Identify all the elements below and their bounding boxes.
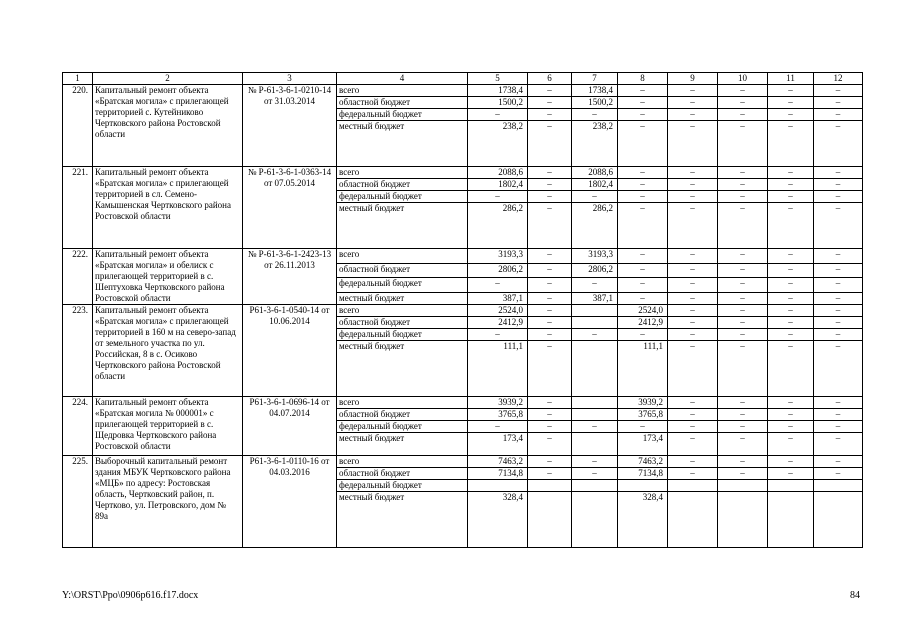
value-cell-9: – (668, 433, 718, 456)
funding-source-label: областной бюджет (337, 263, 468, 278)
record-number: 221. (63, 167, 93, 249)
value-cell-5: 3939,2 (468, 397, 528, 409)
value-cell-10: – (718, 409, 768, 421)
value-cell-6 (528, 480, 572, 492)
value-cell-10 (718, 492, 768, 548)
value-cell-11: – (768, 397, 814, 409)
value-cell-6: – (528, 109, 572, 121)
value-cell-7 (572, 492, 618, 548)
value-cell-8: 2524,0 (618, 305, 668, 317)
table-row (63, 397, 863, 409)
value-cell-8: – (618, 97, 668, 109)
value-cell-8: – (618, 293, 668, 305)
value-cell-5: – (468, 278, 528, 293)
value-cell-9: – (668, 421, 718, 433)
value-cell-6: – (528, 293, 572, 305)
value-cell-5: 328,4 (468, 492, 528, 548)
value-cell-12: – (814, 203, 863, 249)
value-cell-11 (768, 492, 814, 548)
value-cell-9: – (668, 179, 718, 191)
value-cell-11: – (768, 329, 814, 341)
value-cell-9: – (668, 97, 718, 109)
value-cell-7: 1738,4 (572, 85, 618, 97)
value-cell-9: – (668, 305, 718, 317)
value-cell-9 (668, 492, 718, 548)
value-cell-8: 7134,8 (618, 468, 668, 480)
value-cell-7: – (572, 191, 618, 203)
value-cell-11: – (768, 278, 814, 293)
value-cell-6: – (528, 191, 572, 203)
value-cell-9: – (668, 109, 718, 121)
value-cell-7 (572, 317, 618, 329)
value-cell-7: – (572, 456, 618, 468)
value-cell-8: 328,4 (618, 492, 668, 548)
value-cell-12: – (814, 191, 863, 203)
value-cell-10: – (718, 421, 768, 433)
value-cell-10: – (718, 317, 768, 329)
value-cell-5: 238,2 (468, 121, 528, 167)
value-cell-7: – (572, 329, 618, 341)
value-cell-5: 1738,4 (468, 85, 528, 97)
value-cell-8: 173,4 (618, 433, 668, 456)
value-cell-10: – (718, 341, 768, 397)
value-cell-5: 2412,9 (468, 317, 528, 329)
value-cell-12: – (814, 305, 863, 317)
value-cell-7: – (572, 278, 618, 293)
value-cell-7: – (572, 109, 618, 121)
value-cell-9: – (668, 249, 718, 264)
expertise-number: № Р-61-3-6-1-2423-13 от 26.11.2013 (243, 249, 337, 305)
value-cell-7: 286,2 (572, 203, 618, 249)
value-cell-6: – (528, 456, 572, 468)
column-header: 8 (618, 73, 668, 85)
expertise-number: № Р-61-3-6-1-0210-14 от 31.03.2014 (243, 85, 337, 167)
value-cell-7: – (572, 421, 618, 433)
value-cell-11: – (768, 167, 814, 179)
value-cell-10: – (718, 433, 768, 456)
value-cell-12: – (814, 397, 863, 409)
value-cell-8: – (618, 85, 668, 97)
value-cell-8 (618, 480, 668, 492)
value-cell-8: 3765,8 (618, 409, 668, 421)
value-cell-8: – (618, 191, 668, 203)
value-cell-11: – (768, 341, 814, 397)
value-cell-11: – (768, 409, 814, 421)
value-cell-10: – (718, 97, 768, 109)
table-row (63, 305, 863, 317)
column-header: 12 (814, 73, 863, 85)
value-cell-5: 111,1 (468, 341, 528, 397)
value-cell-11: – (768, 249, 814, 264)
value-cell-5: 2806,2 (468, 263, 528, 278)
value-cell-5: 387,1 (468, 293, 528, 305)
value-cell-6: – (528, 305, 572, 317)
value-cell-8: – (618, 278, 668, 293)
value-cell-11: – (768, 317, 814, 329)
value-cell-12: – (814, 341, 863, 397)
value-cell-8: 7463,2 (618, 456, 668, 468)
value-cell-6: – (528, 397, 572, 409)
value-cell-12: – (814, 109, 863, 121)
value-cell-5: 1500,2 (468, 97, 528, 109)
value-cell-5: – (468, 109, 528, 121)
value-cell-11 (768, 480, 814, 492)
object-name: Капитальный ремонт объекта «Братская могила» с прилегающей территорией в сл. Семено-Камышенская Чертковского района Ростовской области (93, 167, 243, 249)
value-cell-5: 286,2 (468, 203, 528, 249)
value-cell-5: – (468, 421, 528, 433)
value-cell-9: – (668, 121, 718, 167)
value-cell-10: – (718, 85, 768, 97)
value-cell-8: – (618, 203, 668, 249)
value-cell-11: – (768, 456, 814, 468)
value-cell-6: – (528, 409, 572, 421)
expertise-number: Р61-3-6-1-0696-14 от 04.07.2014 (243, 397, 337, 456)
value-cell-12: – (814, 317, 863, 329)
column-header: 6 (528, 73, 572, 85)
record-number: 222. (63, 249, 93, 305)
value-cell-6: – (528, 85, 572, 97)
funding-source-label: местный бюджет (337, 433, 468, 456)
funding-source-label: всего (337, 249, 468, 264)
value-cell-12: – (814, 468, 863, 480)
column-header: 4 (337, 73, 468, 85)
value-cell-12 (814, 492, 863, 548)
column-header: 3 (243, 73, 337, 85)
value-cell-5: 1802,4 (468, 179, 528, 191)
value-cell-10: – (718, 121, 768, 167)
expertise-number: Р61-3-6-1-0540-14 от 10.06.2014 (243, 305, 337, 397)
funding-source-label: всего (337, 456, 468, 468)
value-cell-9: – (668, 263, 718, 278)
column-header: 10 (718, 73, 768, 85)
funding-source-label: всего (337, 85, 468, 97)
value-cell-11: – (768, 468, 814, 480)
value-cell-10: – (718, 167, 768, 179)
value-cell-11: – (768, 109, 814, 121)
value-cell-12: – (814, 329, 863, 341)
value-cell-12: – (814, 456, 863, 468)
value-cell-9: – (668, 329, 718, 341)
funding-source-label: областной бюджет (337, 97, 468, 109)
value-cell-10 (718, 480, 768, 492)
value-cell-9: – (668, 456, 718, 468)
funding-source-label: местный бюджет (337, 203, 468, 249)
value-cell-9: – (668, 468, 718, 480)
table-row (63, 167, 863, 179)
value-cell-11: – (768, 85, 814, 97)
value-cell-9: – (668, 397, 718, 409)
value-cell-11: – (768, 263, 814, 278)
funding-source-label: всего (337, 397, 468, 409)
value-cell-5: 3193,3 (468, 249, 528, 264)
value-cell-10: – (718, 329, 768, 341)
table-row (63, 249, 863, 264)
funding-source-label: местный бюджет (337, 341, 468, 397)
value-cell-11: – (768, 305, 814, 317)
value-cell-7: 3193,3 (572, 249, 618, 264)
table-row (63, 85, 863, 97)
value-cell-10: – (718, 468, 768, 480)
value-cell-10: – (718, 293, 768, 305)
value-cell-6: – (528, 179, 572, 191)
value-cell-10: – (718, 397, 768, 409)
value-cell-9: – (668, 278, 718, 293)
value-cell-5: – (468, 191, 528, 203)
value-cell-8: 2412,9 (618, 317, 668, 329)
column-header: 2 (93, 73, 243, 85)
value-cell-10: – (718, 191, 768, 203)
value-cell-8: 3939,2 (618, 397, 668, 409)
value-cell-6: – (528, 341, 572, 397)
value-cell-6: – (528, 468, 572, 480)
value-cell-7: 2088,6 (572, 167, 618, 179)
value-cell-10: – (718, 278, 768, 293)
value-cell-7: 1802,4 (572, 179, 618, 191)
value-cell-5: 173,4 (468, 433, 528, 456)
column-header: 9 (668, 73, 718, 85)
value-cell-9: – (668, 167, 718, 179)
value-cell-8: – (618, 249, 668, 264)
value-cell-6: – (528, 203, 572, 249)
value-cell-8: – (618, 179, 668, 191)
value-cell-12: – (814, 167, 863, 179)
value-cell-5: – (468, 329, 528, 341)
budget-table (62, 72, 863, 548)
value-cell-10: – (718, 456, 768, 468)
value-cell-8: 111,1 (618, 341, 668, 397)
expertise-number: № Р-61-3-6-1-0363-14 от 07.05.2014 (243, 167, 337, 249)
value-cell-7: 1500,2 (572, 97, 618, 109)
value-cell-12: – (814, 263, 863, 278)
funding-source-label: областной бюджет (337, 317, 468, 329)
funding-source-label: федеральный бюджет (337, 480, 468, 492)
funding-source-label: местный бюджет (337, 492, 468, 548)
value-cell-5 (468, 480, 528, 492)
value-cell-9: – (668, 191, 718, 203)
object-name: Выборочный капитальный ремонт здания МБУК Чертковского района «МЦБ» по адресу: Ростовская область, Чертковский район, п. Чертково, ул. Петровского, дом № 89а (93, 456, 243, 548)
value-cell-5: 7463,2 (468, 456, 528, 468)
value-cell-11: – (768, 293, 814, 305)
footer-file-path: Y:\ORST\Ppo\0906p616.f17.docx (62, 590, 199, 601)
value-cell-6: – (528, 97, 572, 109)
value-cell-12: – (814, 85, 863, 97)
value-cell-10: – (718, 203, 768, 249)
funding-source-label: федеральный бюджет (337, 421, 468, 433)
value-cell-11: – (768, 191, 814, 203)
value-cell-8: – (618, 121, 668, 167)
page-number: 84 (850, 590, 860, 601)
funding-source-label: местный бюджет (337, 121, 468, 167)
object-name: Капитальный ремонт объекта «Братская могила» и обелиск с прилегающей территорией в с. Шептуховка Чертковского района Ростовской области (93, 249, 243, 305)
column-header: 11 (768, 73, 814, 85)
value-cell-8: – (618, 329, 668, 341)
value-cell-8: – (618, 109, 668, 121)
value-cell-11: – (768, 179, 814, 191)
funding-source-label: областной бюджет (337, 468, 468, 480)
object-name: Капитальный ремонт объекта «Братская могила № 000001» с прилегающей территорией в с. Щедровка Чертковского района Ростовской области (93, 397, 243, 456)
value-cell-8: – (618, 263, 668, 278)
value-cell-7 (572, 409, 618, 421)
value-cell-6: – (528, 317, 572, 329)
value-cell-7: – (572, 468, 618, 480)
value-cell-9 (668, 480, 718, 492)
value-cell-7: 2806,2 (572, 263, 618, 278)
value-cell-10: – (718, 305, 768, 317)
value-cell-6: – (528, 167, 572, 179)
value-cell-6: – (528, 329, 572, 341)
value-cell-12 (814, 480, 863, 492)
table-header-row (63, 73, 863, 85)
value-cell-5: 2524,0 (468, 305, 528, 317)
value-cell-12: – (814, 433, 863, 456)
value-cell-6 (528, 492, 572, 548)
value-cell-10: – (718, 249, 768, 264)
value-cell-6: – (528, 433, 572, 456)
value-cell-5: 3765,8 (468, 409, 528, 421)
value-cell-6: – (528, 249, 572, 264)
funding-source-label: всего (337, 305, 468, 317)
value-cell-5: 7134,8 (468, 468, 528, 480)
value-cell-7 (572, 341, 618, 397)
object-name: Капитальный ремонт объекта «Братская могила» с прилегающей территорией в 160 м на северо-запад от земельного участка по ул. Российская, 8 в с. Осиково Чертковского района Ростовской области (93, 305, 243, 397)
value-cell-9: – (668, 293, 718, 305)
value-cell-9: – (668, 317, 718, 329)
value-cell-6: – (528, 263, 572, 278)
funding-source-label: федеральный бюджет (337, 329, 468, 341)
funding-source-label: федеральный бюджет (337, 191, 468, 203)
value-cell-11: – (768, 121, 814, 167)
value-cell-5: 2088,6 (468, 167, 528, 179)
value-cell-12: – (814, 293, 863, 305)
record-number: 225. (63, 456, 93, 548)
value-cell-9: – (668, 409, 718, 421)
value-cell-7: 387,1 (572, 293, 618, 305)
value-cell-10: – (718, 179, 768, 191)
object-name: Капитальный ремонт объекта «Братская могила» с прилегающей территорией с. Кутейниково Чертковского района Ростовской области (93, 85, 243, 167)
value-cell-9: – (668, 85, 718, 97)
value-cell-7 (572, 480, 618, 492)
column-header: 5 (468, 73, 528, 85)
value-cell-9: – (668, 341, 718, 397)
value-cell-7 (572, 433, 618, 456)
value-cell-12: – (814, 409, 863, 421)
value-cell-7 (572, 397, 618, 409)
record-number: 220. (63, 85, 93, 167)
record-number: 223. (63, 305, 93, 397)
funding-source-label: областной бюджет (337, 409, 468, 421)
value-cell-11: – (768, 433, 814, 456)
value-cell-10: – (718, 109, 768, 121)
value-cell-11: – (768, 97, 814, 109)
value-cell-12: – (814, 97, 863, 109)
value-cell-6: – (528, 278, 572, 293)
value-cell-6: – (528, 421, 572, 433)
value-cell-12: – (814, 121, 863, 167)
value-cell-10: – (718, 263, 768, 278)
value-cell-8: – (618, 421, 668, 433)
table-row (63, 456, 863, 468)
funding-source-label: всего (337, 167, 468, 179)
funding-source-label: федеральный бюджет (337, 109, 468, 121)
expertise-number: Р61-3-6-1-0110-16 от 04.03.2016 (243, 456, 337, 548)
value-cell-6: – (528, 121, 572, 167)
value-cell-11: – (768, 203, 814, 249)
value-cell-9: – (668, 203, 718, 249)
value-cell-11: – (768, 421, 814, 433)
funding-source-label: местный бюджет (337, 293, 468, 305)
value-cell-12: – (814, 249, 863, 264)
value-cell-7 (572, 305, 618, 317)
value-cell-12: – (814, 278, 863, 293)
value-cell-12: – (814, 179, 863, 191)
funding-source-label: федеральный бюджет (337, 278, 468, 293)
column-header: 7 (572, 73, 618, 85)
record-number: 224. (63, 397, 93, 456)
value-cell-7: 238,2 (572, 121, 618, 167)
value-cell-12: – (814, 421, 863, 433)
funding-source-label: областной бюджет (337, 179, 468, 191)
column-header: 1 (63, 73, 93, 85)
value-cell-8: – (618, 167, 668, 179)
